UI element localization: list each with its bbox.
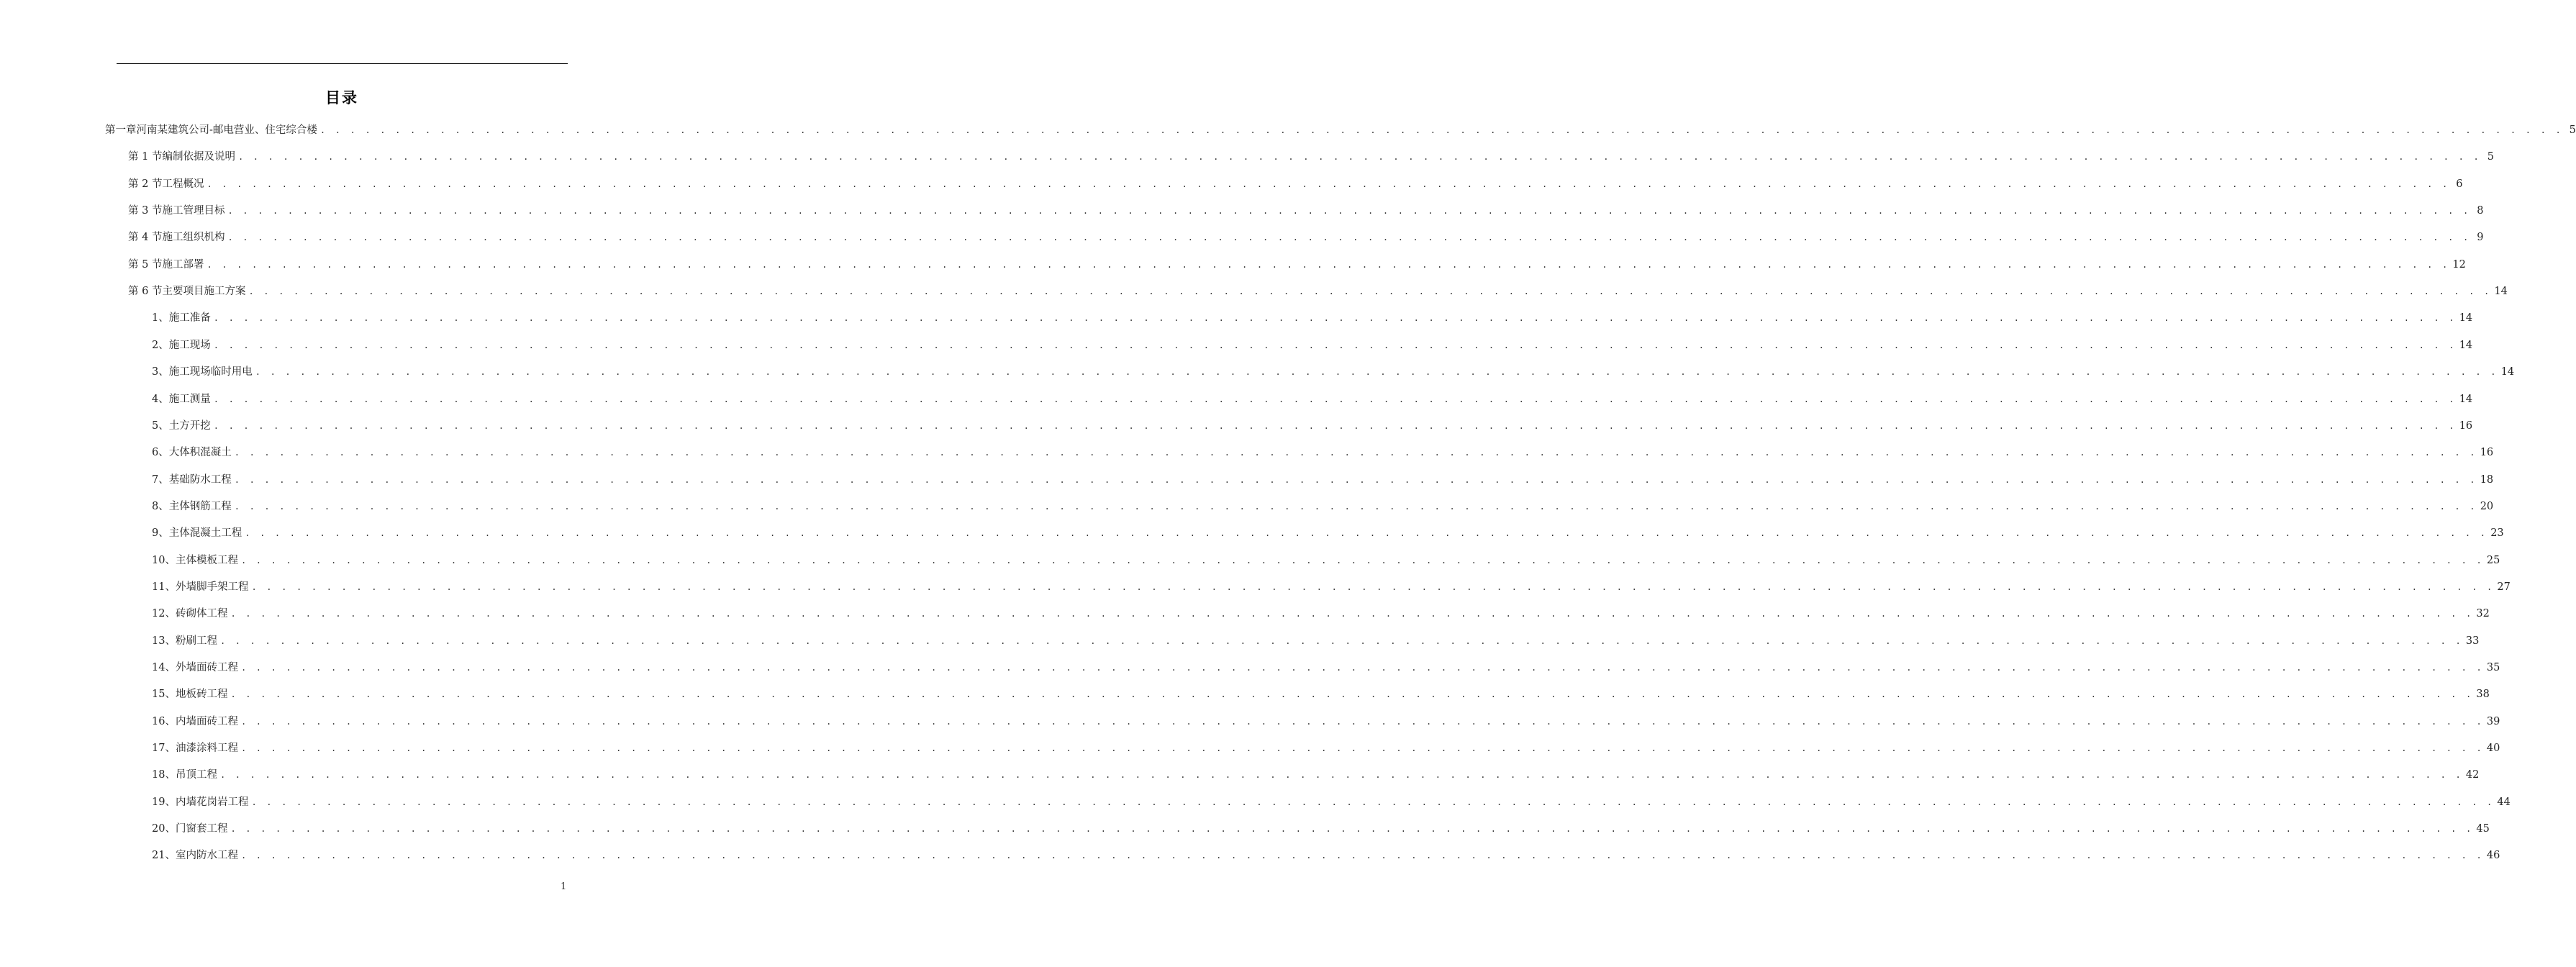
toc-entry-number: 4、: [152, 393, 169, 405]
toc-entry-title: 外墙面砖工程: [175, 662, 238, 673]
toc-entry-number: 第 6 节: [128, 286, 163, 298]
toc-dot-leader: . . . . . . . . . . . . . . . . . . . . . . . . . . . . . . . . . . . . . . . . . . . . . . . . . . . . . . . . . . . . . . . . . . . . . . . . . . . . . . . . . . . . . . . . . . . . . . . . . . . . . . . . . . . . . . . . . . . . . . . . . . . . . . . . . . . . . . . . . . . . . . . . . . . . . .: [240, 555, 2484, 566]
toc-entry[interactable]: [152, 364, 2515, 380]
toc-dot-leader: . . . . . . . . . . . . . . . . . . . . . . . . . . . . . . . . . . . . . . . . . . . . . . . . . . . . . . . . . . . . . . . . . . . . . . . . . . . . . . . . . . . . . . . . . . . . . . . . . . . . . . . . . . . . . . . . . . . . . . . . . . . . . . . . . . . . . . . . . . . . . . . . . . . . . .: [240, 716, 2484, 727]
toc-entry-number: 第 2 节: [128, 178, 163, 190]
toc-entry-number: 17、: [152, 743, 176, 755]
toc-entry-title: 施工测量: [168, 393, 211, 405]
toc-dot-leader: . . . . . . . . . . . . . . . . . . . . . . . . . . . . . . . . . . . . . . . . . . . . . . . . . . . . . . . . . . . . . . . . . . . . . . . . . . . . . . . . . . . . . . . . . . . . . . . . . . . . . . . . . . . . . . . . . . . . . . . . . . . . . . . . . . . . . . . . . . . . . . . . . . . . . .: [240, 850, 2484, 861]
toc-dot-leader: . . . . . . . . . . . . . . . . . . . . . . . . . . . . . . . . . . . . . . . . . . . . . . . . . . . . . . . . . . . . . . . . . . . . . . . . . . . . . . . . . . . . . . . . . . . . . . . . . . . . . . . . . . . . . . . . . . . . . . . . . . . . . . . . . . . . . . . . . . . . . . . . . . . . . .: [319, 125, 2563, 135]
toc-entry-page: 8: [2477, 205, 2484, 217]
toc-entry-title: 施工准备: [168, 312, 211, 324]
toc-entry[interactable]: [128, 283, 2508, 299]
toc-entry-number: 第 5 节: [128, 258, 163, 271]
toc-entry-title: 油漆涂料工程: [175, 743, 238, 755]
toc-dot-leader: . . . . . . . . . . . . . . . . . . . . . . . . . . . . . . . . . . . . . . . . . . . . . . . . . . . . . . . . . . . . . . . . . . . . . . . . . . . . . . . . . . . . . . . . . . . . . . . . . . . . . . . . . . . . . . . . . . . . . . . . . . . . . . . . . . . . . . . . . . . . . . . . . . . . . .: [230, 824, 2474, 835]
toc-entry[interactable]: [128, 176, 2463, 192]
toc-entry-page: 14: [2459, 312, 2473, 324]
toc-entry-title: 主体钢筋工程: [168, 500, 232, 512]
toc-entry-title: 吊顶工程: [175, 769, 217, 781]
toc-dot-leader: . . . . . . . . . . . . . . . . . . . . . . . . . . . . . . . . . . . . . . . . . . . . . . . . . . . . . . . . . . . . . . . . . . . . . . . . . . . . . . . . . . . . . . . . . . . . . . . . . . . . . . . . . . . . . . . . . . . . . . . . . . . . . . . . . . . . . . . . . . . . . . . . . . . . . .: [240, 743, 2484, 754]
toc-entry-title: 施工现场临时用电: [168, 366, 253, 378]
toc-dot-leader: . . . . . . . . . . . . . . . . . . . . . . . . . . . . . . . . . . . . . . . . . . . . . . . . . . . . . . . . . . . . . . . . . . . . . . . . . . . . . . . . . . . . . . . . . . . . . . . . . . . . . . . . . . . . . . . . . . . . . . . . . . . . . . . . . . . . . . . . . . . . . . . . . . . . . .: [230, 689, 2474, 700]
toc-entry-page: 20: [2480, 500, 2494, 512]
toc-entry-number: 20、: [152, 823, 176, 835]
toc-entry[interactable]: [152, 525, 2504, 541]
toc-entry[interactable]: [128, 257, 2466, 273]
toc-dot-leader: . . . . . . . . . . . . . . . . . . . . . . . . . . . . . . . . . . . . . . . . . . . . . . . . . . . . . . . . . . . . . . . . . . . . . . . . . . . . . . . . . . . . . . . . . . . . . . . . . . . . . . . . . . . . . . . . . . . . . . . . . . . . . . . . . . . . . . . . . . . . . . . . . . . . . .: [234, 474, 2477, 485]
toc-entry[interactable]: [152, 740, 2500, 756]
toc-entry-title: 主要项目施工方案: [162, 286, 246, 298]
toc-entry[interactable]: [152, 633, 2480, 649]
toc-entry-page: 33: [2465, 635, 2480, 647]
toc-entry-title: 主体模板工程: [175, 554, 238, 566]
toc-entry-page: 35: [2486, 662, 2500, 673]
toc-entry-title: 室内防水工程: [175, 850, 238, 862]
toc-entry[interactable]: [105, 122, 2576, 138]
toc-dot-leader: . . . . . . . . . . . . . . . . . . . . . . . . . . . . . . . . . . . . . . . . . . . . . . . . . . . . . . . . . . . . . . . . . . . . . . . . . . . . . . . . . . . . . . . . . . . . . . . . . . . . . . . . . . . . . . . . . . . . . . . . . . . . . . . . . . . . . . . . . . . . . . . . . . . . . .: [213, 420, 2457, 431]
toc-entry-page: 5: [2569, 124, 2576, 136]
toc-entry-page: 40: [2486, 743, 2500, 755]
header-rule: [117, 63, 568, 64]
toc-dot-leader: . . . . . . . . . . . . . . . . . . . . . . . . . . . . . . . . . . . . . . . . . . . . . . . . . . . . . . . . . . . . . . . . . . . . . . . . . . . . . . . . . . . . . . . . . . . . . . . . . . . . . . . . . . . . . . . . . . . . . . . . . . . . . . . . . . . . . . . . . . . . . . . . . . . . . .: [237, 152, 2481, 163]
toc-dot-leader: . . . . . . . . . . . . . . . . . . . . . . . . . . . . . . . . . . . . . . . . . . . . . . . . . . . . . . . . . . . . . . . . . . . . . . . . . . . . . . . . . . . . . . . . . . . . . . . . . . . . . . . . . . . . . . . . . . . . . . . . . . . . . . . . . . . . . . . . . . . . . . . . . . . . . .: [245, 528, 2488, 539]
toc-entry-title: 土方开挖: [168, 419, 211, 432]
toc-entry-title: 大体积混凝土: [168, 447, 232, 459]
toc-entry-title: 施工部署: [162, 258, 204, 271]
toc-entry-title: 砖砌体工程: [175, 608, 228, 620]
toc-entry-page: 42: [2465, 769, 2480, 781]
toc-dot-leader: . . . . . . . . . . . . . . . . . . . . . . . . . . . . . . . . . . . . . . . . . . . . . . . . . . . . . . . . . . . . . . . . . . . . . . . . . . . . . . . . . . . . . . . . . . . . . . . . . . . . . . . . . . . . . . . . . . . . . . . . . . . . . . . . . . . . . . . . . . . . . . . . . . . . . .: [207, 259, 2450, 270]
toc-entry-number: 2、: [152, 339, 169, 351]
toc-entry-title: 编制依据及说明: [162, 151, 235, 163]
toc-dot-leader: . . . . . . . . . . . . . . . . . . . . . . . . . . . . . . . . . . . . . . . . . . . . . . . . . . . . . . . . . . . . . . . . . . . . . . . . . . . . . . . . . . . . . . . . . . . . . . . . . . . . . . . . . . . . . . . . . . . . . . . . . . . . . . . . . . . . . . . . . . . . . . . . . . . . . .: [230, 609, 2474, 619]
toc-entry-page: 16: [2480, 447, 2494, 459]
toc-entry[interactable]: [128, 230, 2484, 245]
toc-entry-page: 25: [2486, 554, 2500, 566]
toc-entry-page: 5: [2487, 151, 2494, 163]
toc-entry[interactable]: [152, 606, 2490, 622]
toc-entry-title: 地板砖工程: [175, 689, 228, 701]
toc-dot-leader: . . . . . . . . . . . . . . . . . . . . . . . . . . . . . . . . . . . . . . . . . . . . . . . . . . . . . . . . . . . . . . . . . . . . . . . . . . . . . . . . . . . . . . . . . . . . . . . . . . . . . . . . . . . . . . . . . . . . . . . . . . . . . . . . . . . . . . . . . . . . . . . . . . . . . .: [251, 796, 2495, 807]
toc-entry-title: 河南某建筑公司-邮电营业、住宅综合楼: [136, 124, 317, 136]
toc-entry-page: 6: [2456, 178, 2463, 190]
toc-entry[interactable]: [152, 686, 2490, 702]
toc-dot-leader: . . . . . . . . . . . . . . . . . . . . . . . . . . . . . . . . . . . . . . . . . . . . . . . . . . . . . . . . . . . . . . . . . . . . . . . . . . . . . . . . . . . . . . . . . . . . . . . . . . . . . . . . . . . . . . . . . . . . . . . . . . . . . . . . . . . . . . . . . . . . . . . . . . . . . .: [207, 178, 2450, 189]
toc-entry-number: 3、: [152, 366, 169, 378]
toc-dot-leader: . . . . . . . . . . . . . . . . . . . . . . . . . . . . . . . . . . . . . . . . . . . . . . . . . . . . . . . . . . . . . . . . . . . . . . . . . . . . . . . . . . . . . . . . . . . . . . . . . . . . . . . . . . . . . . . . . . . . . . . . . . . . . . . . . . . . . . . . . . . . . . . . . . . . . .: [219, 770, 2463, 781]
toc-entry-number: 21、: [152, 850, 176, 862]
toc-entry-number: 第 1 节: [128, 151, 163, 163]
toc-title: 目录: [325, 88, 358, 106]
toc-entry-title: 外墙脚手架工程: [175, 581, 249, 593]
toc-entry[interactable]: [152, 848, 2500, 863]
toc-entry-page: 12: [2452, 258, 2466, 271]
toc-dot-leader: . . . . . . . . . . . . . . . . . . . . . . . . . . . . . . . . . . . . . . . . . . . . . . . . . . . . . . . . . . . . . . . . . . . . . . . . . . . . . . . . . . . . . . . . . . . . . . . . . . . . . . . . . . . . . . . . . . . . . . . . . . . . . . . . . . . . . . . . . . . . . . . . . . . . . .: [251, 581, 2495, 592]
toc-entry-page: 14: [2459, 339, 2473, 351]
toc-entry-number: 15、: [152, 689, 176, 701]
toc-entry[interactable]: [152, 660, 2500, 676]
toc-dot-leader: . . . . . . . . . . . . . . . . . . . . . . . . . . . . . . . . . . . . . . . . . . . . . . . . . . . . . . . . . . . . . . . . . . . . . . . . . . . . . . . . . . . . . . . . . . . . . . . . . . . . . . . . . . . . . . . . . . . . . . . . . . . . . . . . . . . . . . . . . . . . . . . . . . . . . .: [227, 206, 2471, 217]
toc-entry-number: 8、: [152, 500, 169, 512]
toc-entry-title: 粉刷工程: [175, 635, 217, 647]
toc-entry-title: 施工现场: [168, 339, 211, 351]
toc-entry-title: 工程概况: [162, 178, 204, 190]
toc-entry-number: 9、: [152, 527, 169, 540]
toc-entry-title: 内墙花岗岩工程: [175, 796, 249, 808]
toc-entry-page: 18: [2480, 473, 2494, 486]
toc-dot-leader: . . . . . . . . . . . . . . . . . . . . . . . . . . . . . . . . . . . . . . . . . . . . . . . . . . . . . . . . . . . . . . . . . . . . . . . . . . . . . . . . . . . . . . . . . . . . . . . . . . . . . . . . . . . . . . . . . . . . . . . . . . . . . . . . . . . . . . . . . . . . . . . . . . . . . .: [240, 663, 2484, 673]
toc-entry[interactable]: [152, 391, 2473, 407]
toc-entry-number: 第一章: [105, 124, 137, 136]
toc-dot-leader: . . . . . . . . . . . . . . . . . . . . . . . . . . . . . . . . . . . . . . . . . . . . . . . . . . . . . . . . . . . . . . . . . . . . . . . . . . . . . . . . . . . . . . . . . . . . . . . . . . . . . . . . . . . . . . . . . . . . . . . . . . . . . . . . . . . . . . . . . . . . . . . . . . . . . .: [234, 448, 2477, 458]
toc-entry-number: 12、: [152, 608, 176, 620]
toc-entry-number: 5、: [152, 419, 169, 432]
toc-dot-leader: . . . . . . . . . . . . . . . . . . . . . . . . . . . . . . . . . . . . . . . . . . . . . . . . . . . . . . . . . . . . . . . . . . . . . . . . . . . . . . . . . . . . . . . . . . . . . . . . . . . . . . . . . . . . . . . . . . . . . . . . . . . . . . . . . . . . . . . . . . . . . . . . . . . . . .: [227, 232, 2471, 243]
toc-entry-page: 9: [2477, 232, 2484, 244]
toc-dot-leader: . . . . . . . . . . . . . . . . . . . . . . . . . . . . . . . . . . . . . . . . . . . . . . . . . . . . . . . . . . . . . . . . . . . . . . . . . . . . . . . . . . . . . . . . . . . . . . . . . . . . . . . . . . . . . . . . . . . . . . . . . . . . . . . . . . . . . . . . . . . . . . . . . . . . . .: [213, 313, 2457, 324]
toc-entry-number: 10、: [152, 554, 176, 566]
toc-entry-number: 14、: [152, 662, 176, 673]
toc-entry[interactable]: [152, 310, 2473, 326]
toc-entry-page: 39: [2486, 715, 2500, 727]
toc-dot-leader: . . . . . . . . . . . . . . . . . . . . . . . . . . . . . . . . . . . . . . . . . . . . . . . . . . . . . . . . . . . . . . . . . . . . . . . . . . . . . . . . . . . . . . . . . . . . . . . . . . . . . . . . . . . . . . . . . . . . . . . . . . . . . . . . . . . . . . . . . . . . . . . . . . . . . .: [219, 635, 2463, 646]
toc-entry-number: 7、: [152, 473, 169, 486]
toc-entry-page: 32: [2476, 608, 2490, 620]
page-number: 1: [561, 881, 567, 892]
toc-entry[interactable]: [152, 821, 2490, 837]
toc-entry-number: 第 4 节: [128, 232, 163, 244]
toc-dot-leader: . . . . . . . . . . . . . . . . . . . . . . . . . . . . . . . . . . . . . . . . . . . . . . . . . . . . . . . . . . . . . . . . . . . . . . . . . . . . . . . . . . . . . . . . . . . . . . . . . . . . . . . . . . . . . . . . . . . . . . . . . . . . . . . . . . . . . . . . . . . . . . . . . . . . . .: [255, 367, 2498, 378]
toc-entry[interactable]: [152, 418, 2473, 434]
toc-entry[interactable]: [152, 579, 2511, 595]
toc-entry-title: 施工管理目标: [162, 205, 225, 217]
toc-entry-title: 内墙面砖工程: [175, 715, 238, 727]
toc-entry[interactable]: [152, 445, 2494, 460]
toc-entry-title: 施工组织机构: [162, 232, 225, 244]
toc-entry-page: 16: [2459, 419, 2473, 432]
toc-entry-page: 23: [2490, 527, 2504, 540]
toc-entry-number: 16、: [152, 715, 176, 727]
toc-entry-page: 38: [2476, 689, 2490, 701]
toc-entry-page: 44: [2497, 796, 2511, 808]
toc-entry[interactable]: [128, 149, 2494, 165]
toc-entry-title: 主体混凝土工程: [168, 527, 242, 540]
toc-dot-leader: . . . . . . . . . . . . . . . . . . . . . . . . . . . . . . . . . . . . . . . . . . . . . . . . . . . . . . . . . . . . . . . . . . . . . . . . . . . . . . . . . . . . . . . . . . . . . . . . . . . . . . . . . . . . . . . . . . . . . . . . . . . . . . . . . . . . . . . . . . . . . . . . . . . . . .: [213, 340, 2457, 350]
toc-dot-leader: . . . . . . . . . . . . . . . . . . . . . . . . . . . . . . . . . . . . . . . . . . . . . . . . . . . . . . . . . . . . . . . . . . . . . . . . . . . . . . . . . . . . . . . . . . . . . . . . . . . . . . . . . . . . . . . . . . . . . . . . . . . . . . . . . . . . . . . . . . . . . . . . . . . . . .: [213, 394, 2457, 404]
toc-entry[interactable]: [152, 337, 2473, 353]
toc-entry-number: 6、: [152, 447, 169, 459]
toc-entry-number: 第 3 节: [128, 205, 163, 217]
toc-entry-page: 27: [2497, 581, 2511, 593]
toc-entry-number: 13、: [152, 635, 176, 647]
toc-entry[interactable]: [152, 499, 2494, 514]
toc-entry-page: 14: [2494, 286, 2508, 298]
toc-entry-title: 门窗套工程: [175, 823, 228, 835]
toc-entry-page: 14: [2500, 366, 2515, 378]
toc-entry-page: 46: [2486, 850, 2500, 862]
toc-entry-number: 11、: [152, 581, 176, 593]
toc-entry-page: 45: [2476, 823, 2490, 835]
toc-entry-title: 基础防水工程: [168, 473, 232, 486]
toc-entry[interactable]: [152, 714, 2500, 730]
toc-entry-page: 14: [2459, 393, 2473, 405]
toc-entry-number: 18、: [152, 769, 176, 781]
toc-entry[interactable]: [128, 203, 2484, 219]
toc-entry[interactable]: [152, 472, 2494, 488]
toc-entry[interactable]: [152, 767, 2480, 783]
toc-entry-number: 1、: [152, 312, 169, 324]
toc-dot-leader: . . . . . . . . . . . . . . . . . . . . . . . . . . . . . . . . . . . . . . . . . . . . . . . . . . . . . . . . . . . . . . . . . . . . . . . . . . . . . . . . . . . . . . . . . . . . . . . . . . . . . . . . . . . . . . . . . . . . . . . . . . . . . . . . . . . . . . . . . . . . . . . . . . . . . .: [234, 501, 2477, 512]
toc-entry[interactable]: [152, 794, 2511, 810]
toc-entry-number: 19、: [152, 796, 176, 808]
toc-entry[interactable]: [152, 553, 2500, 568]
toc-dot-leader: . . . . . . . . . . . . . . . . . . . . . . . . . . . . . . . . . . . . . . . . . . . . . . . . . . . . . . . . . . . . . . . . . . . . . . . . . . . . . . . . . . . . . . . . . . . . . . . . . . . . . . . . . . . . . . . . . . . . . . . . . . . . . . . . . . . . . . . . . . . . . . . . . . . . . .: [248, 286, 2492, 297]
